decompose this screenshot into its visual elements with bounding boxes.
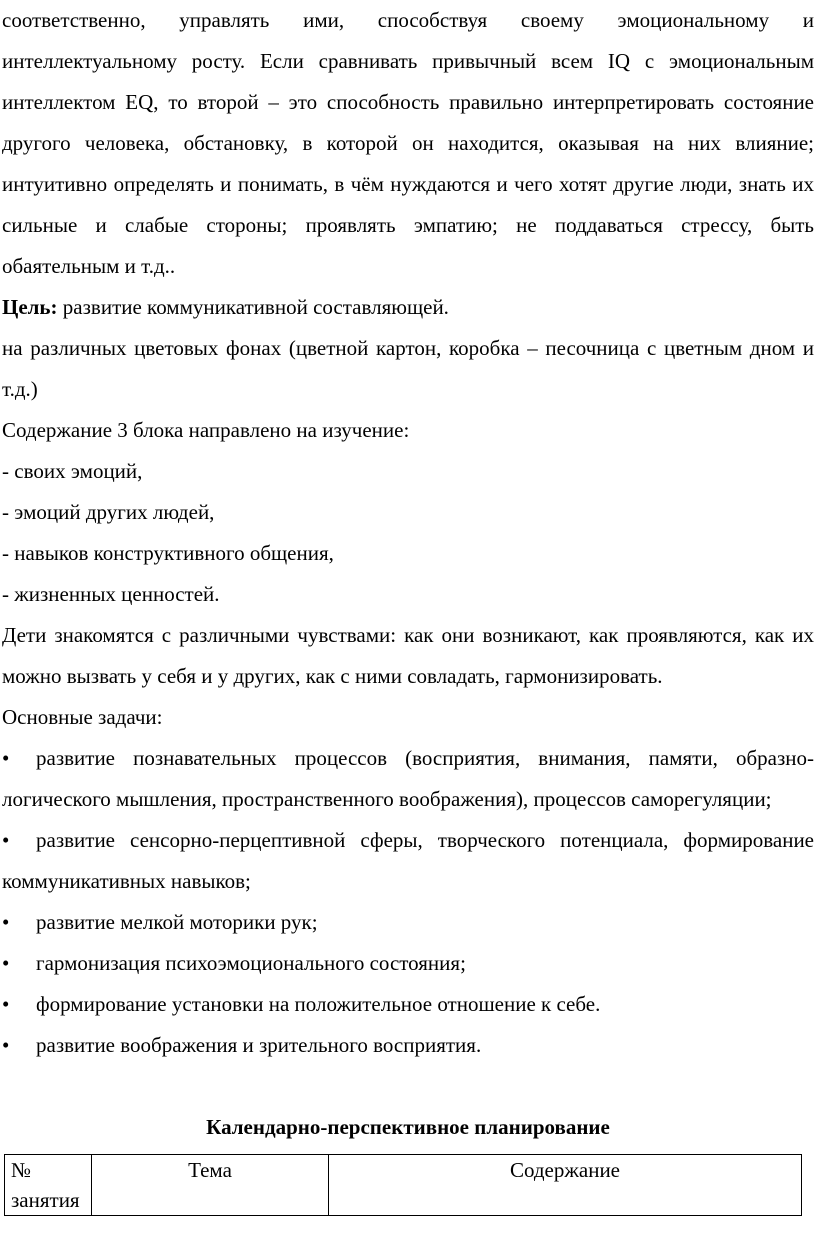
task-text: развитие познавательных процессов (восприятия, внимания, памяти, образно-логического мышления, пространственного воображения), процессов саморегуляции; [2,746,814,811]
section-title: Календарно-перспективное планирование [206,1115,610,1139]
goal-line [2,287,814,328]
bullet-icon: • [2,910,10,934]
block3-item: - жизненных ценностей. [2,582,220,606]
bullet-icon: • [2,951,10,975]
tasks-title: Основные задачи: [2,705,163,729]
tasks-list [2,738,814,1066]
task-text: развитие воображения и зрительного восприятия. [36,1033,482,1057]
list-item [2,820,814,902]
block3-intro: Содержание 3 блока направлено на изучение: [2,418,410,442]
task-text: формирование установки на положительное отношение к себе. [36,992,601,1016]
list-item [2,1025,814,1066]
block3-item: - навыков конструктивного общения, [2,541,334,565]
header-cell-content: Содержание [329,1155,802,1216]
planning-table [4,1154,802,1216]
bullet-icon: • [2,1033,10,1057]
spacer [2,1066,814,1107]
task-text: гармонизация психоэмоционального состояния; [36,951,466,975]
task-text: развитие сенсорно-перцептивной сферы, творческого потенциала, формирование коммуникативных навыков; [2,828,814,893]
bullet-icon: • [2,992,10,1016]
task-text: развитие мелкой моторики рук; [36,910,318,934]
table-header-row [5,1155,802,1216]
list-item [2,738,814,820]
block3-item: - эмоций других людей, [2,500,215,524]
header-cell-topic: Тема [92,1155,329,1216]
bullet-icon: • [2,746,10,770]
list-item [2,984,814,1025]
intro-paragraph: соответственно, управлять ими, способствуя своему эмоциональному и интеллектуальному росту. Если сравнивать привычный всем IQ с эмоциональным интеллектом EQ, то второй – это способность правильно интерпретировать состояние другого человека, обстановку, в которой он находится, оказывая на них влияние; интуитивно определять и понимать, в чём нуждаются и чего хотят другие люди, знать их сильные и слабые стороны; проявлять эмпатию; не поддаваться стрессу, быть обаятельным и т.д.. [2,8,814,278]
feelings-paragraph: Дети знакомятся с различными чувствами: как они возникают, как проявляются, как их можно вызвать у себя и у других, как с ними совладать, гармонизировать. [2,623,814,688]
list-item [2,902,814,943]
color-backgrounds-paragraph: на различных цветовых фонах (цветной картон, коробка – песочница с цветным дном и т.д.) [2,336,814,401]
document-page [2,0,814,1216]
bullet-icon: • [2,828,10,852]
header-cell-number: № занятия [5,1155,92,1216]
goal-label: Цель: [2,295,58,319]
block3-item: - своих эмоций, [2,459,143,483]
list-item [2,943,814,984]
goal-text: развитие коммуникативной составляющей. [57,295,449,319]
